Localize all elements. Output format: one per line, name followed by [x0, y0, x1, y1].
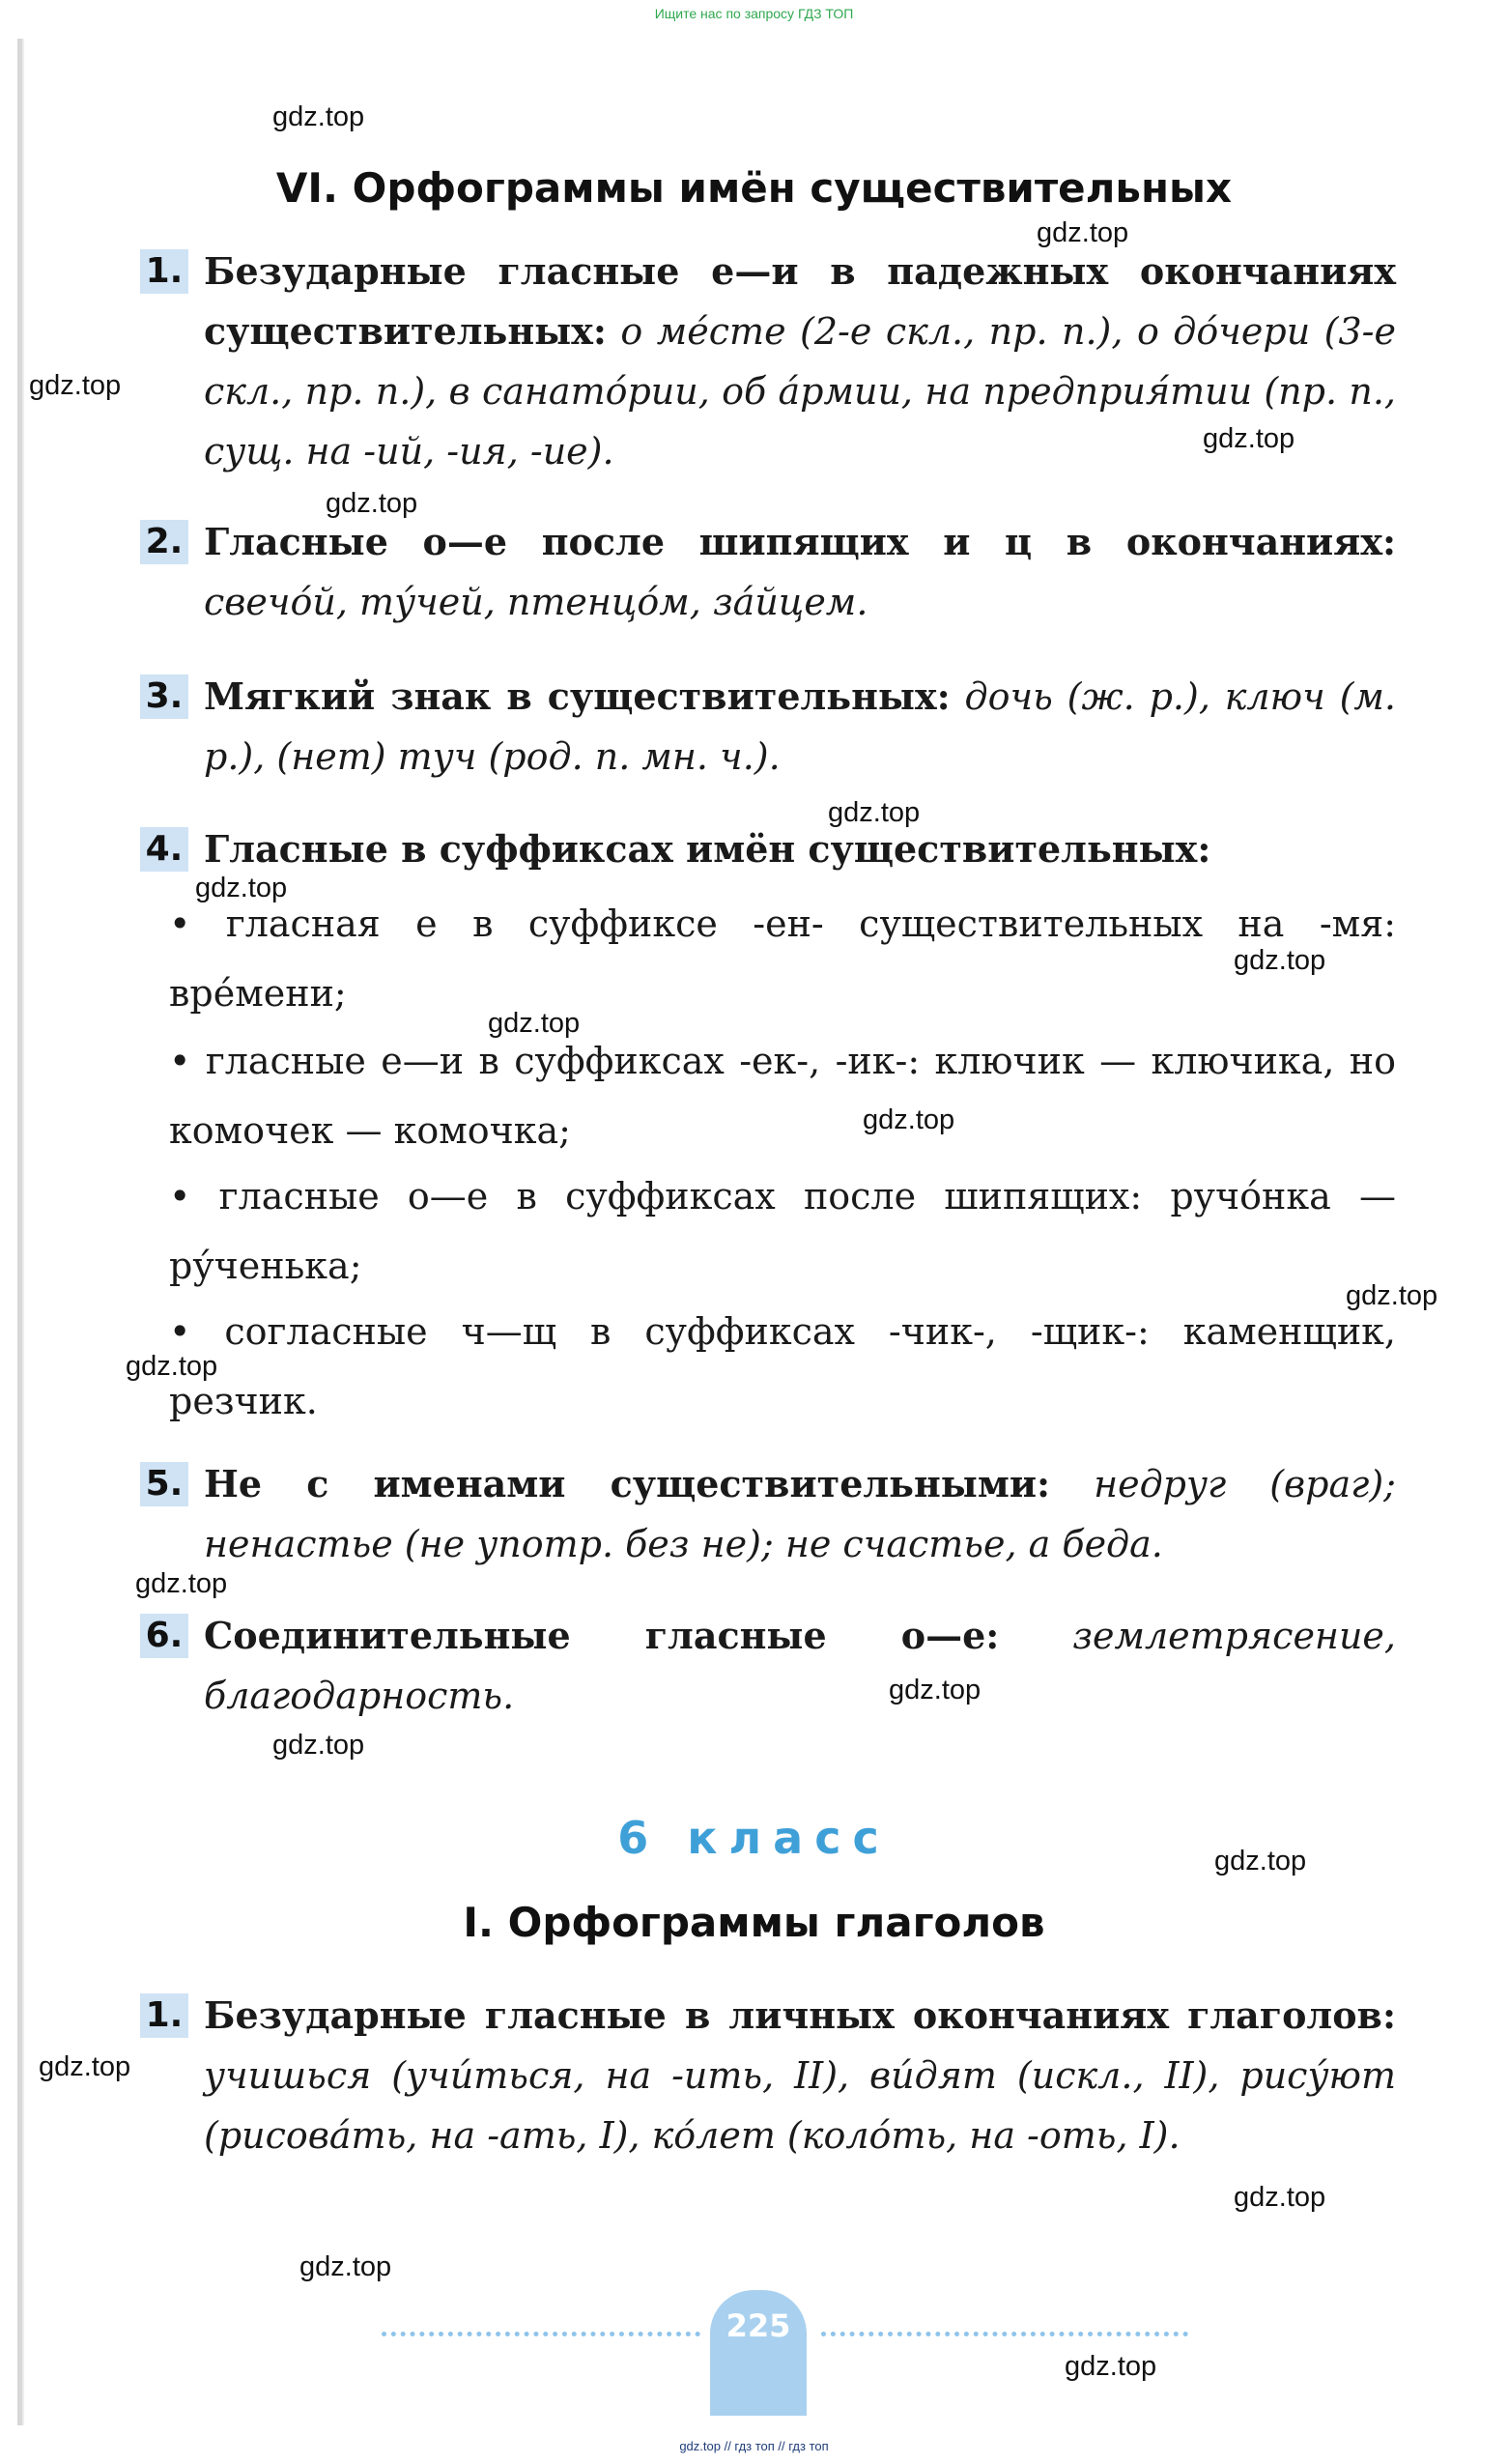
section-title: VI. Орфограммы имён существительных	[275, 164, 1233, 212]
rule-item-5	[140, 1454, 1396, 1574]
rule-number: 1.	[140, 249, 188, 294]
rule-item-6	[140, 1606, 1396, 1726]
watermark: gdz.top	[299, 2251, 392, 2282]
rule-body: землетрясение, благодарность.	[204, 1615, 1396, 1717]
rule-body: свечо́й, ту́чей, птенцо́м, за́йцем.	[204, 581, 868, 623]
watermark: gdz.top	[1203, 423, 1295, 454]
rule-item-2	[140, 512, 1396, 632]
rule-number: 3.	[140, 674, 188, 719]
watermark: gdz.top	[195, 873, 288, 903]
rule-number: 4.	[140, 827, 188, 872]
watermark: gdz.top	[828, 797, 921, 828]
rule-body: учишься (учи́ться, на -ить, II), ви́дят (искл., II), рису́ют (рисова́ть, на -ать, I), ко́лет (коло́ть, на -оть, I).	[204, 2054, 1396, 2157]
rule-title: Гласные о—е после шипящих и ц в окончаниях:	[204, 520, 1396, 563]
rule-title: Соединительные гласные о—е:	[204, 1614, 1000, 1657]
watermark: gdz.top	[1234, 2182, 1326, 2213]
rule-body: дочь (ж. р.), ключ (м. р.), (нет) туч (род. п. мн. ч.).	[204, 675, 1396, 778]
watermark: gdz.top	[1214, 1846, 1307, 1877]
bottom-note: gdz.top // гдз топ // гдз топ	[679, 2439, 829, 2453]
watermark: gdz.top	[889, 1675, 982, 1705]
watermark: gdz.top	[326, 488, 418, 519]
watermark: gdz.top	[29, 370, 122, 401]
rule-title: Безударные гласные е—и в падежных окончаниях существительных:	[204, 249, 1396, 353]
divider	[821, 2332, 1188, 2342]
list-item: • гласная е в суффиксе -ен- существительных на -мя: вре́мени;	[169, 903, 1396, 1015]
watermark: gdz.top	[135, 1568, 228, 1599]
section-title: I. Орфограммы глаголов	[463, 1899, 1045, 1946]
grade-heading: 6 класс	[617, 1812, 891, 1864]
rule-title: Безударные гласные в личных окончаниях глаголов:	[204, 1993, 1396, 2037]
watermark: gdz.top	[1346, 1280, 1438, 1311]
rule-number: 5.	[140, 1462, 188, 1506]
rule-title: Не с именами существительными:	[204, 1462, 1051, 1505]
top-note: Ищите нас по запросу ГДЗ ТОП	[654, 6, 854, 21]
list-item: • согласные ч—щ в суффиксах -чик-, -щик-: каменщик, резчик.	[169, 1310, 1396, 1422]
watermark: gdz.top	[1037, 217, 1129, 248]
watermark: gdz.top	[272, 101, 365, 132]
watermark: gdz.top	[1065, 2351, 1157, 2382]
watermark: gdz.top	[863, 1104, 955, 1135]
list-item: • гласные е—и в суффиксах -ек-, -ик-: ключик — ключика, но комочек — комочка;	[169, 1040, 1396, 1152]
rule-item-4	[140, 819, 1396, 879]
watermark: gdz.top	[126, 1351, 218, 1382]
rule-title: Гласные в суффиксах имён существительных:	[204, 827, 1211, 871]
rule-item-1	[140, 242, 1396, 481]
divider	[382, 2332, 700, 2342]
watermark: gdz.top	[1234, 945, 1326, 976]
rule-number: 6.	[140, 1614, 188, 1658]
rule-body: недруг (враг); ненастье (не употр. без не); не счастье, а беда.	[204, 1463, 1396, 1565]
rule-number: 1.	[140, 1993, 188, 2038]
page-number-tab	[710, 2290, 807, 2416]
list-item: • гласные о—е в суффиксах после шипящих: ручо́нка — ру́ченька;	[169, 1175, 1397, 1287]
rule-number: 2.	[140, 520, 188, 564]
rule-item-3	[140, 667, 1396, 787]
rule-item-verbs-1	[140, 1986, 1396, 2165]
page-number: 225	[726, 2307, 791, 2344]
rule-body: о ме́сте (2-е скл., пр. п.), о до́чери (3-е скл., пр. п.), в санато́рии, об а́рмии, на предприя́тии (пр. п., сущ. на -ий, -ия, -ие).	[204, 310, 1396, 473]
watermark: gdz.top	[272, 1730, 365, 1761]
watermark: gdz.top	[488, 1008, 581, 1039]
watermark: gdz.top	[39, 2051, 131, 2082]
rule-title: Мягкий знак в существительных:	[204, 674, 951, 718]
